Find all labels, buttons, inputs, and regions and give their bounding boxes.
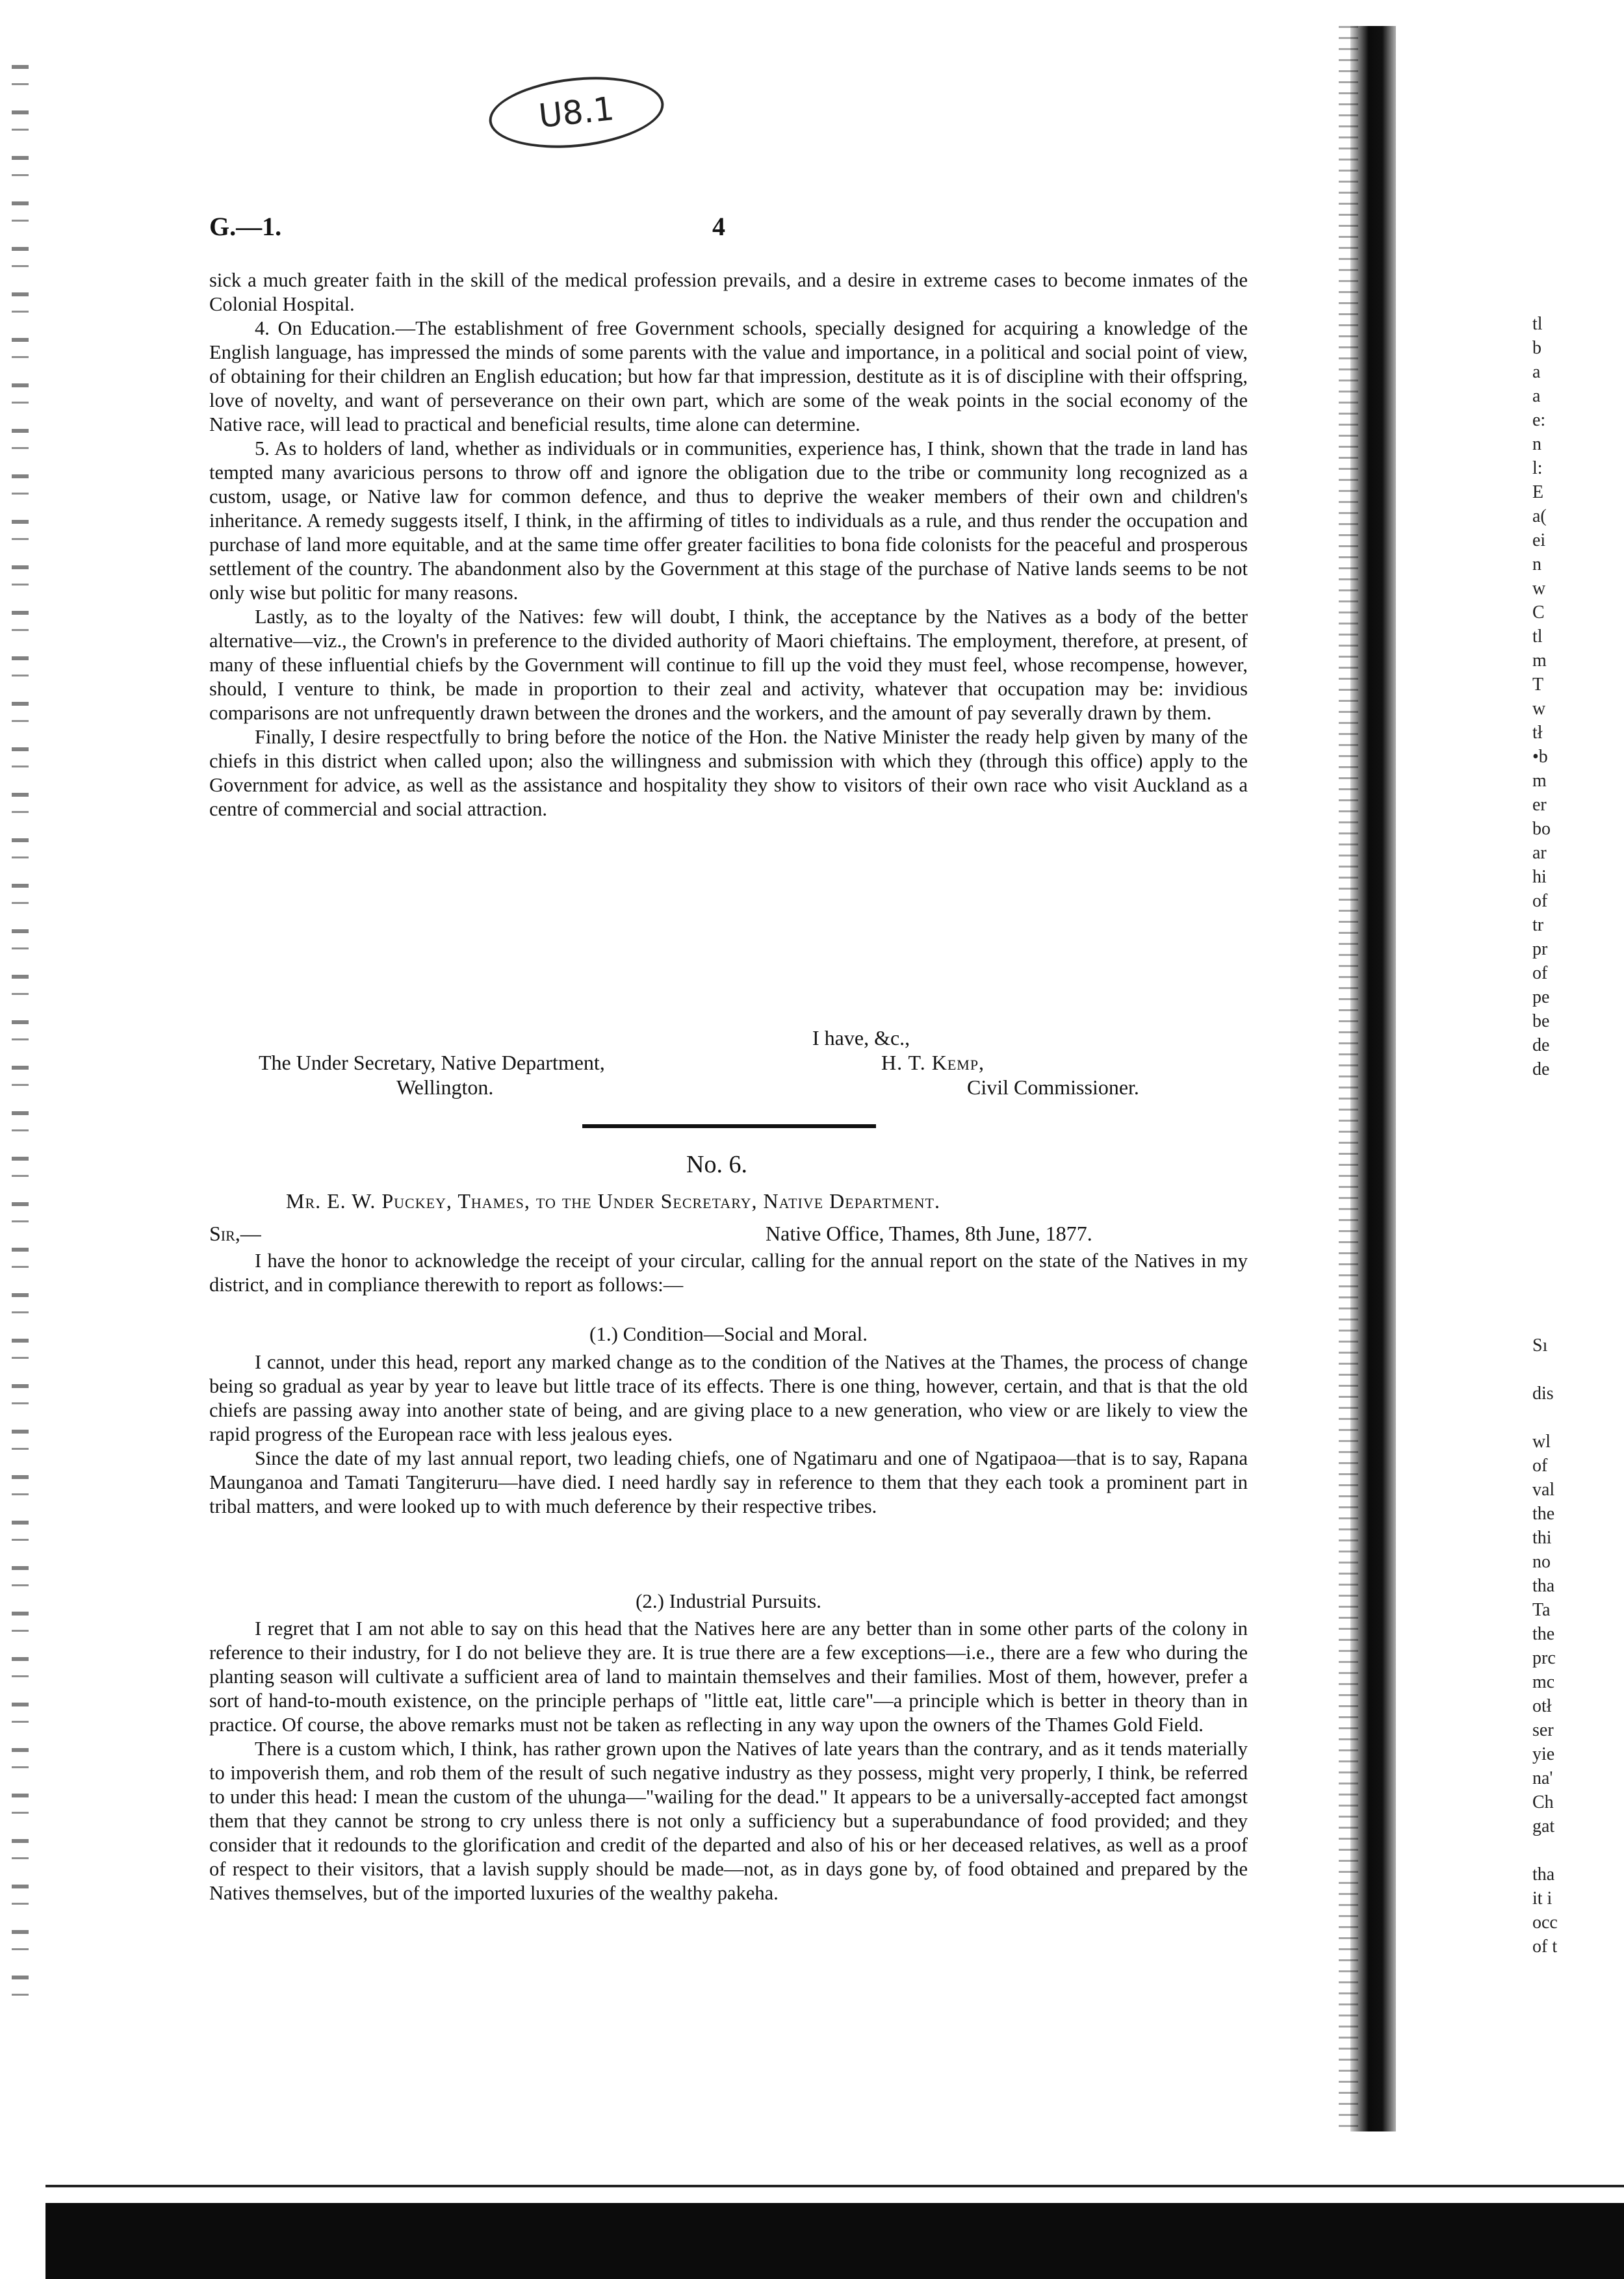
facing-page-fragments-bottom	[1532, 1333, 1617, 1959]
office-and-date: Native Office, Thames, 8th June, 1877.	[766, 1222, 1092, 1245]
fragment: prc	[1532, 1648, 1556, 1668]
fragment: a(	[1532, 506, 1547, 526]
page-series-label: G.—1.	[209, 212, 282, 241]
section2-text	[209, 1617, 1248, 1905]
fragment: ser	[1532, 1720, 1554, 1740]
paragraph: I have the honor to acknowledge the receipt of your circular, calling for the annual report on the state of the Natives in my district, and in compliance therewith to report as follows:—	[209, 1250, 1248, 1296]
fragment: T	[1532, 675, 1544, 695]
bottom-edge-line	[45, 2185, 1624, 2187]
addressee-line: The Under Secretary, Native Department,	[259, 1051, 605, 1074]
fragment: tł	[1532, 723, 1543, 743]
fragment: b	[1532, 338, 1541, 358]
paragraph: I regret that I am not able to say on this head that the Natives here are any better than in some other parts of the colony in reference to their industry, for I do not believe they are. It is true there are a few exceptions—i.e., there are a few who during the planting season will cultivate a sufficient area of land to maintain themselves and their families. Most of them, however, prefer a sort of hand-to-mouth existence, on the principle perhaps of "little eat, little care"—a principle which is better in theory than in practice. Of course, the above remarks must not be taken as reflecting in any way upon the owners of the Thames Gold Field.	[209, 1617, 1248, 1736]
fragment: er	[1532, 795, 1547, 815]
page-number: 4	[712, 212, 725, 241]
fragment: of	[1532, 891, 1548, 911]
fragment: bo	[1532, 819, 1551, 839]
fragment: it i	[1532, 1888, 1553, 1909]
fragment: de	[1532, 1035, 1550, 1055]
fragment: the	[1532, 1504, 1555, 1524]
fragment: n	[1532, 554, 1541, 574]
fragment: •b	[1532, 747, 1548, 767]
fragment: the	[1532, 1624, 1555, 1644]
fragment: l:	[1532, 458, 1543, 478]
fragment	[1532, 1358, 1617, 1382]
section-heading: (2.) Industrial Pursuits.	[636, 1590, 821, 1612]
fragment: n	[1532, 434, 1541, 454]
fragment: tl	[1532, 314, 1543, 334]
paragraph: Lastly, as to the loyalty of the Natives: few will doubt, I think, the acceptance by the Natives as a body of the better alternative—viz., the Crown's in preference to the divided authority of Maori chieftains. The employment, therefore, at present, of many of these influential chiefs by the Government will continue to fill up the void they must feel, whose recompense, however, should, I venture to think, be made in proportion to their zeal and activity, whatever that occupation may be: invidious comparisons are not unfrequently drawn between the drones and the workers, and the amount of pay severally drawn by them.	[209, 606, 1248, 724]
fragment: a	[1532, 362, 1541, 382]
section-heading: (1.) Condition—Social and Moral.	[589, 1322, 868, 1345]
fragment: ar	[1532, 843, 1547, 863]
fragment: mc	[1532, 1672, 1555, 1692]
fragment: no	[1532, 1552, 1551, 1572]
paragraph: Finally, I desire respectfully to bring before the notice of the Hon. the Native Minister the ready help given by many of the chiefs in this district when called upon; also the willingness and submission with which they (through this office) apply to the Government for advice, as well as the assistance and hospitality they show to visitors of their own race who visit Auckland as a centre of commercial and social attraction.	[209, 726, 1248, 820]
gutter-noise	[1339, 26, 1358, 2131]
letter-number: No. 6.	[686, 1151, 747, 1178]
fragment: m	[1532, 771, 1547, 791]
fragment: E	[1532, 482, 1544, 502]
signatory-name: H. T. Kemp,	[881, 1051, 985, 1074]
paragraph: sick a much greater faith in the skill of the medical profession prevails, and a desire in extreme cases to become inmates of the Colonial Hospital.	[209, 269, 1248, 315]
fragment: val	[1532, 1480, 1555, 1500]
fragment: of	[1532, 963, 1548, 983]
signatory-title: Civil Commissioner.	[967, 1075, 1139, 1099]
scan-left-edge	[12, 65, 29, 2015]
handwritten-page-note: U8.1	[485, 69, 667, 156]
continuation-text	[209, 268, 1248, 821]
fragment: pr	[1532, 939, 1548, 959]
fragment: Sı	[1532, 1335, 1548, 1356]
fragment: tl	[1532, 626, 1543, 647]
fragment: Ch	[1532, 1792, 1554, 1812]
paragraph: 4. On Education.—The establishment of free Government schools, specially designed for acquiring a knowledge of the English language, has impressed the minds of some parents with the value and importance, in a political and social point of view, of obtaining for their children an English education; but how far that impression, destitute as it is of discipline with their offspring, love of novelty, and want of perseverance on their own part, which are some of the weak points in the social economy of the Native race, will lead to practical and beneficial results, time alone can determine.	[209, 317, 1248, 435]
fragment: tr	[1532, 915, 1544, 935]
closing-formula: I have, &c.,	[812, 1026, 910, 1049]
addressee-place: Wellington.	[396, 1075, 494, 1099]
fragment: yie	[1532, 1744, 1555, 1764]
fragment: wl	[1532, 1432, 1551, 1452]
fragment: gat	[1532, 1816, 1555, 1836]
fragment	[1532, 1406, 1617, 1430]
fragment: thi	[1532, 1528, 1552, 1548]
fragment: otł	[1532, 1696, 1552, 1716]
fragment: ei	[1532, 530, 1546, 550]
fragment: m	[1532, 650, 1547, 671]
fragment: tha	[1532, 1864, 1555, 1885]
letter-intro	[209, 1249, 1248, 1297]
paragraph: There is a custom which, I think, has rather grown upon the Natives of late years than the contrary, and as it tends materially to impoverish them, and rob them of the result of such negative industry as they possess, might very properly, I think, be referred to under this head: I mean the custom of the uhunga—"wailing for the dead." It appears to be a universally-accepted fact amongst them that they cannot be strong to cry unless there is not only a sufficiency but a superabundance of food provided; and they consider that it redounds to the glorification and credit of the departed and also of his or her deceased relatives, as well as a proof of respect to their visitors, that a lavish supply should be made—not, as in days gone by, of food obtained and prepared by the Natives themselves, but of the imported luxuries of the wealthy pakeha.	[209, 1738, 1248, 1904]
fragment: be	[1532, 1011, 1550, 1031]
fragment: na'	[1532, 1768, 1553, 1788]
fragment: dis	[1532, 1384, 1554, 1404]
facing-page-fragments-top	[1532, 312, 1617, 1081]
fragment: w	[1532, 699, 1546, 719]
fragment: de	[1532, 1059, 1550, 1079]
fragment: Ta	[1532, 1600, 1551, 1620]
fragment: of t	[1532, 1937, 1558, 1957]
bottom-scan-bar	[45, 2203, 1624, 2279]
fragment	[1532, 1838, 1617, 1862]
salutation: Sir,—	[209, 1222, 261, 1245]
letter-heading: Mr. E. W. Puckey, Thames, to the Under Secretary, Native Department.	[286, 1189, 940, 1213]
fragment: w	[1532, 578, 1546, 599]
fragment: occ	[1532, 1912, 1558, 1933]
fragment: C	[1532, 602, 1545, 623]
fragment: pe	[1532, 987, 1550, 1007]
fragment: e:	[1532, 410, 1546, 430]
paragraph: 5. As to holders of land, whether as individuals or in communities, experience has, I think, shown that the trade in land has tempted many avaricious persons to throw off and ignore the obligation due to the tribe or community long recognized as a custom, usage, or Native law for common defence, and thus to deprive the weaker members of their own and children's inheritance. A remedy suggests itself, I think, in the affirming of titles to individuals as a rule, and thus render the occupation and purchase of land more equitable, and at the same time offer greater facilities to bona fide colonists for the peaceful and prosperous settlement of the country. The abandonment also by the Government at this stage of the purchase of Native lands seems to be not only wise but politic for many reasons.	[209, 437, 1248, 604]
fragment: hi	[1532, 867, 1547, 887]
paragraph: I cannot, under this head, report any marked change as to the condition of the Natives at the Thames, the process of change being so gradual as year by year to leave but little trace of its effects. There is one thing, however, certain, and that is that the old chiefs are passing away into another state of being, and are giving place to a new generation, who view or are likely to view the rapid progress of the European race with less jealous eyes.	[209, 1351, 1248, 1445]
fragment: a	[1532, 386, 1541, 406]
section1-text	[209, 1350, 1248, 1519]
fragment: of	[1532, 1456, 1548, 1476]
paragraph: Since the date of my last annual report, two leading chiefs, one of Ngatimaru and one of Ngatipaoa—that is to say, Rapana Maunganoa and Tamati Tangiteruru—have died. I need hardly say in reference to them that they each took a prominent part in tribal matters, and were looked up to with much deference by their respective tribes.	[209, 1447, 1248, 1517]
fragment: tha	[1532, 1576, 1555, 1596]
section-divider	[582, 1124, 876, 1128]
